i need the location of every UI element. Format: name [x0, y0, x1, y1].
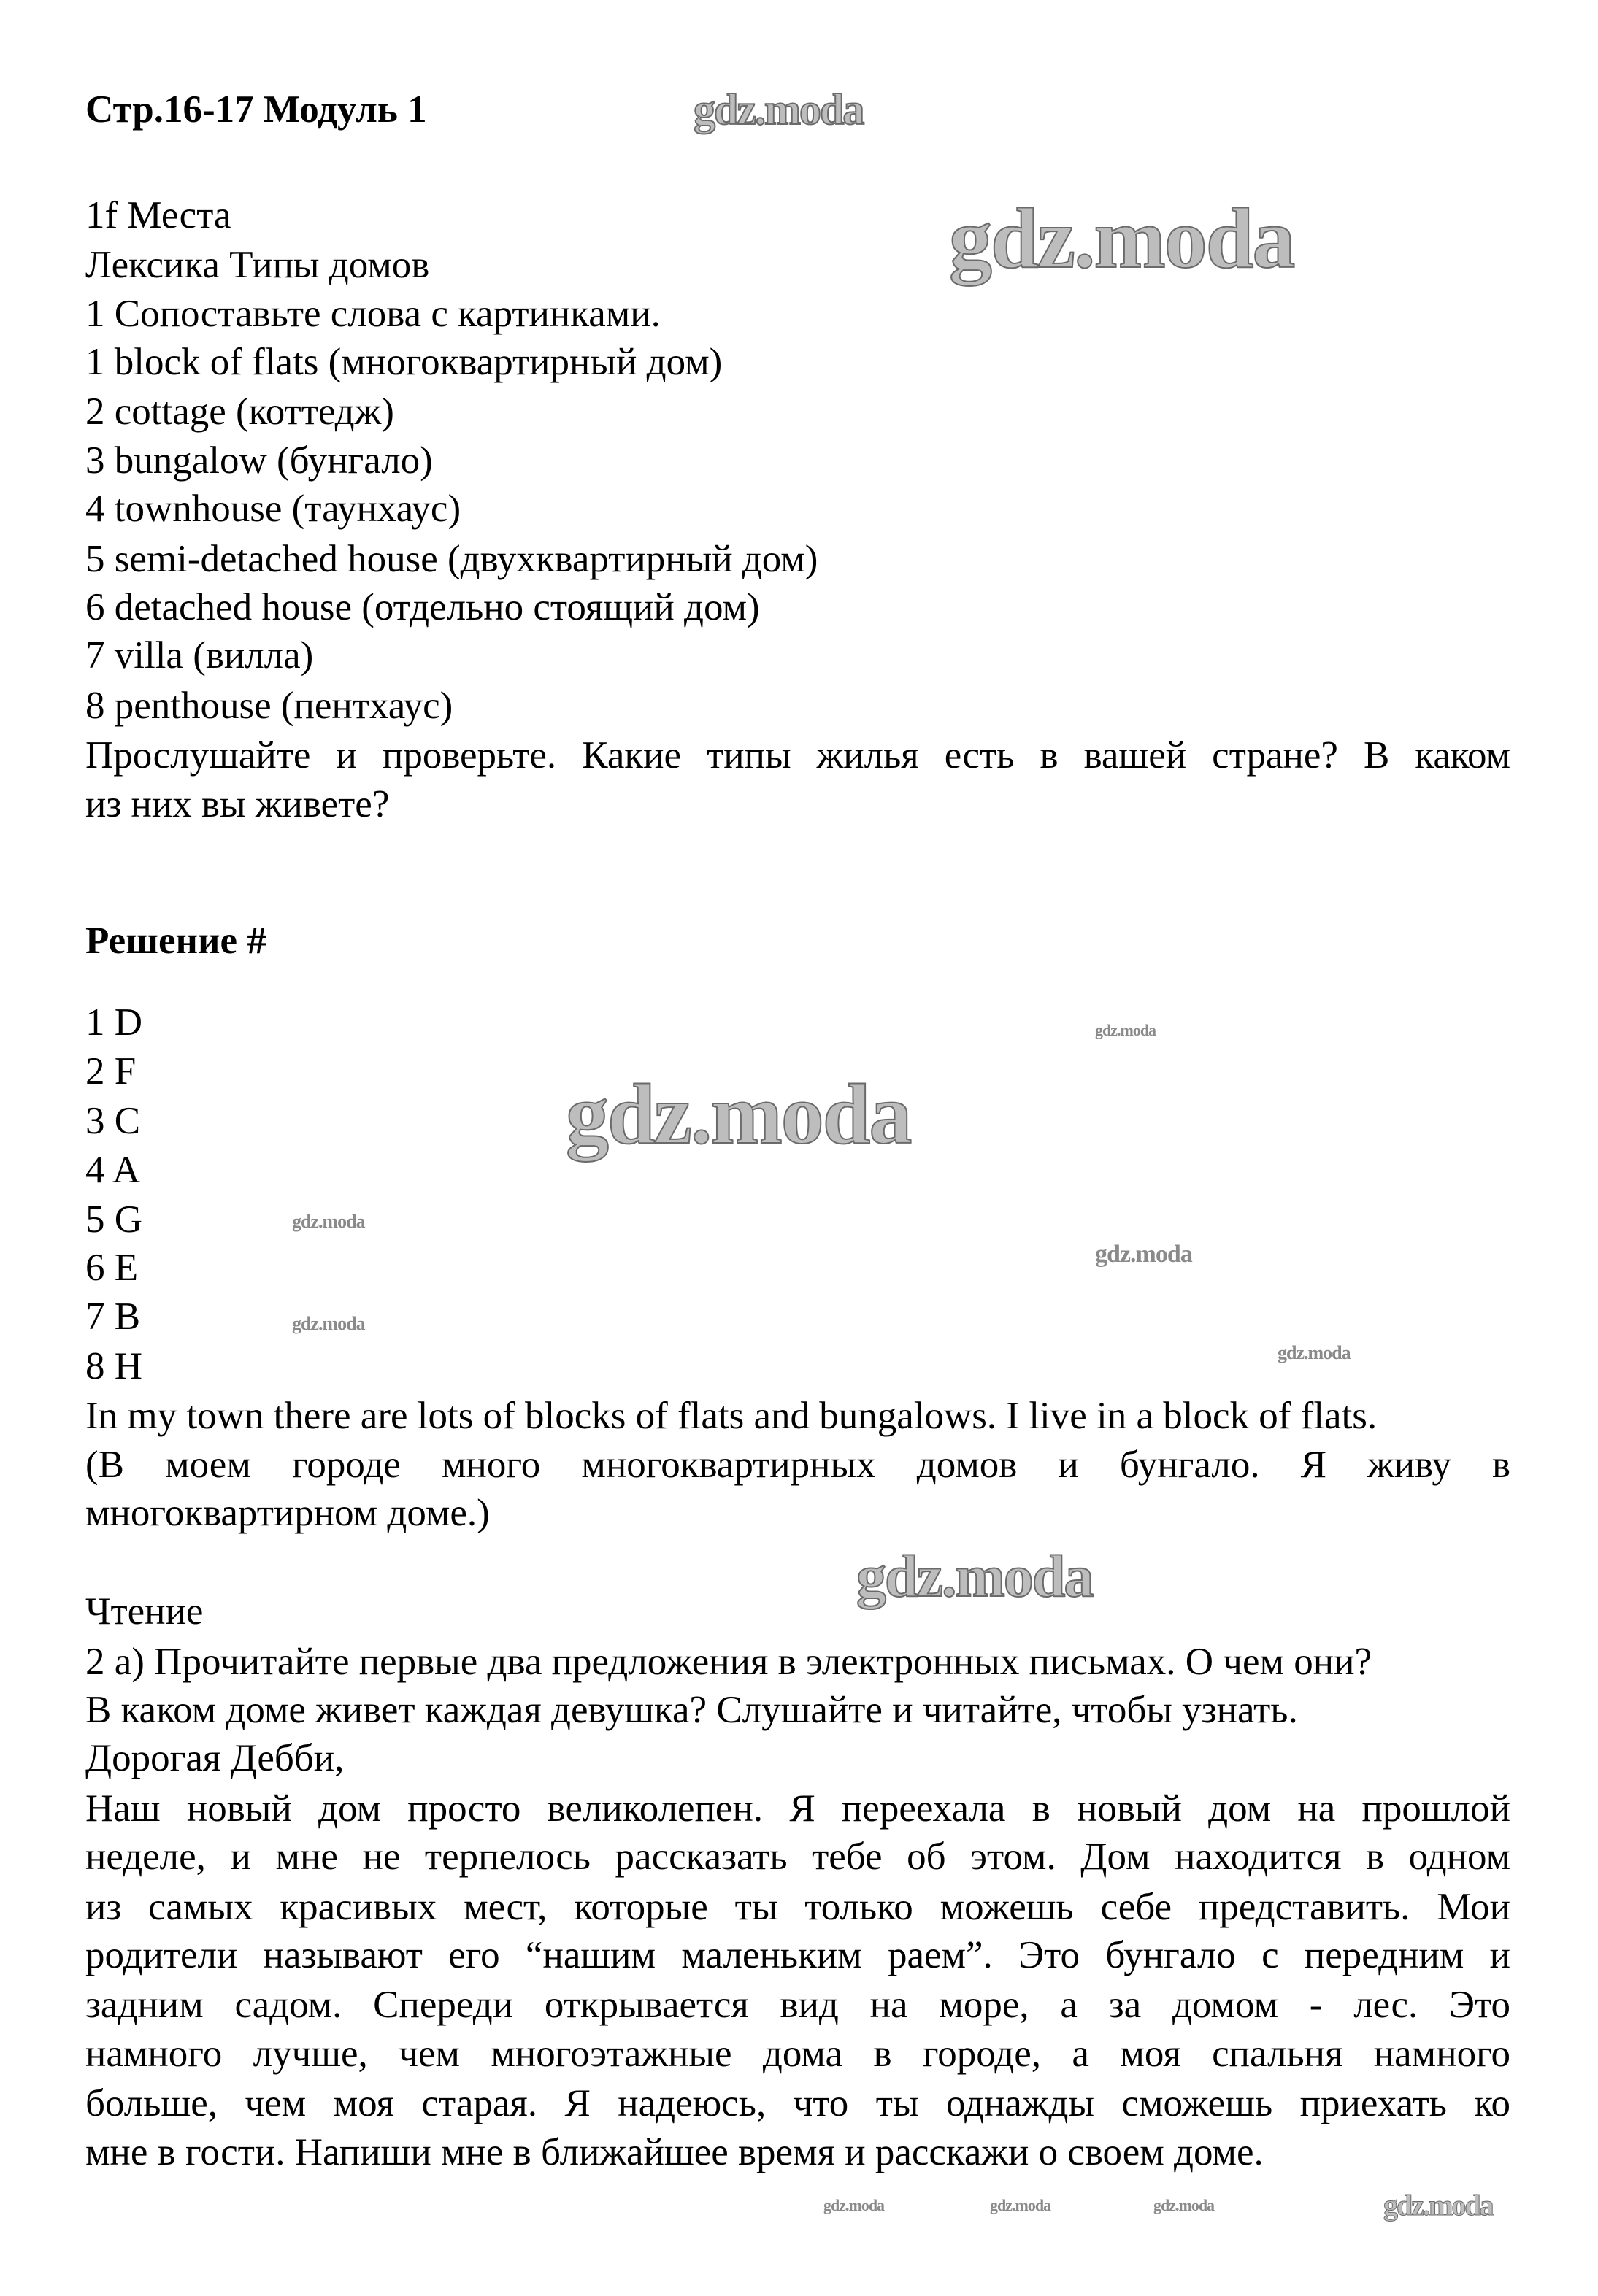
answer-item: 6 E	[85, 1247, 139, 1289]
question-text: Прослушайте и проверьте. Какие типы жилья есть в вашей стране? В каком	[85, 734, 1510, 777]
letter-line: мне в гости. Напиши мне в ближайшее время и расскажи о своем доме.	[85, 2131, 1264, 2173]
reading-heading: Чтение	[85, 1590, 204, 1633]
vocab-item: 3 bungalow (бунгало)	[85, 439, 433, 482]
answer-item: 2 F	[85, 1050, 137, 1093]
answer-item: 3 C	[85, 1100, 141, 1142]
vocab-item: 7 villa (вилла)	[85, 634, 314, 677]
reading-task: В каком доме живет каждая девушка? Слушайте и читайте, чтобы узнать.	[85, 1689, 1298, 1731]
answer-item: 4 A	[85, 1149, 141, 1191]
answer-item: 5 G	[85, 1198, 143, 1241]
watermark: gdz.moda	[823, 2196, 885, 2214]
watermark: gdz.moda	[1095, 1021, 1156, 1039]
answer-item: 8 H	[85, 1345, 143, 1387]
watermark: gdz.moda	[1153, 2196, 1215, 2214]
reading-task: 2 а) Прочитайте первые два предложения в электронных письмах. О чем они?	[85, 1641, 1372, 1683]
answer-item: 7 B	[85, 1295, 141, 1338]
task-text: 1 Сопоставьте слова с картинками.	[85, 293, 661, 335]
vocab-item: 4 townhouse (таунхаус)	[85, 488, 461, 530]
watermark: gdz.moda	[1095, 1241, 1192, 1268]
answer-russian: (В моем городе много многоквартирных домов и бунгало. Я живу в	[85, 1444, 1510, 1486]
topic-title: Лексика Типы домов	[85, 244, 430, 286]
question-text: из них вы живете?	[85, 783, 390, 825]
vocab-item: 6 detached house (отдельно стоящий дом)	[85, 586, 760, 628]
page-title: Стр.16-17 Модуль 1	[85, 88, 427, 131]
answer-item: 1 D	[85, 1001, 143, 1044]
watermark: gdz.moda	[566, 1066, 911, 1162]
watermark: gdz.moda	[990, 2196, 1051, 2214]
unit-title: 1f Места	[85, 194, 231, 236]
answer-russian: многоквартирном доме.)	[85, 1492, 490, 1534]
letter-line: неделе, и мне не терпелось рассказать тебе об этом. Дом находится в одном	[85, 1835, 1510, 1878]
solution-heading: Решение #	[85, 920, 266, 962]
letter-line: Наш новый дом просто великолепен. Я переехала в новый дом на прошлой	[85, 1787, 1510, 1830]
watermark: gdz.moda	[292, 1211, 365, 1232]
answer-english: In my town there are lots of blocks of flats and bungalows. I live in a block of flats.	[85, 1395, 1378, 1437]
watermark: gdz.moda	[694, 85, 864, 134]
watermark: gdz.moda	[292, 1313, 365, 1334]
letter-line: больше, чем моя старая. Я надеюсь, что ты однажды сможешь приехать ко	[85, 2082, 1510, 2124]
vocab-item: 5 semi-detached house (двухквартирный дом)	[85, 538, 818, 580]
vocab-item: 8 penthouse (пентхаус)	[85, 685, 453, 727]
letter-line: из самых красивых мест, которые ты только можешь себе представить. Мои	[85, 1886, 1510, 1928]
letter-greeting: Дорогая Дебби,	[85, 1737, 345, 1779]
watermark: gdz.moda	[1383, 2189, 1493, 2222]
vocab-item: 1 block of flats (многоквартирный дом)	[85, 341, 723, 383]
letter-line: родители называют его “нашим маленьким раем”. Это бунгало с передним и	[85, 1934, 1510, 1976]
watermark: gdz.moda	[949, 190, 1294, 286]
vocab-item: 2 cottage (коттедж)	[85, 390, 394, 433]
watermark: gdz.moda	[1278, 1342, 1351, 1363]
letter-line: намного лучше, чем многоэтажные дома в городе, а моя спальня намного	[85, 2033, 1510, 2075]
letter-line: задним садом. Спереди открывается вид на море, а за домом - лес. Это	[85, 1984, 1510, 2026]
watermark: gdz.moda	[856, 1543, 1093, 1609]
